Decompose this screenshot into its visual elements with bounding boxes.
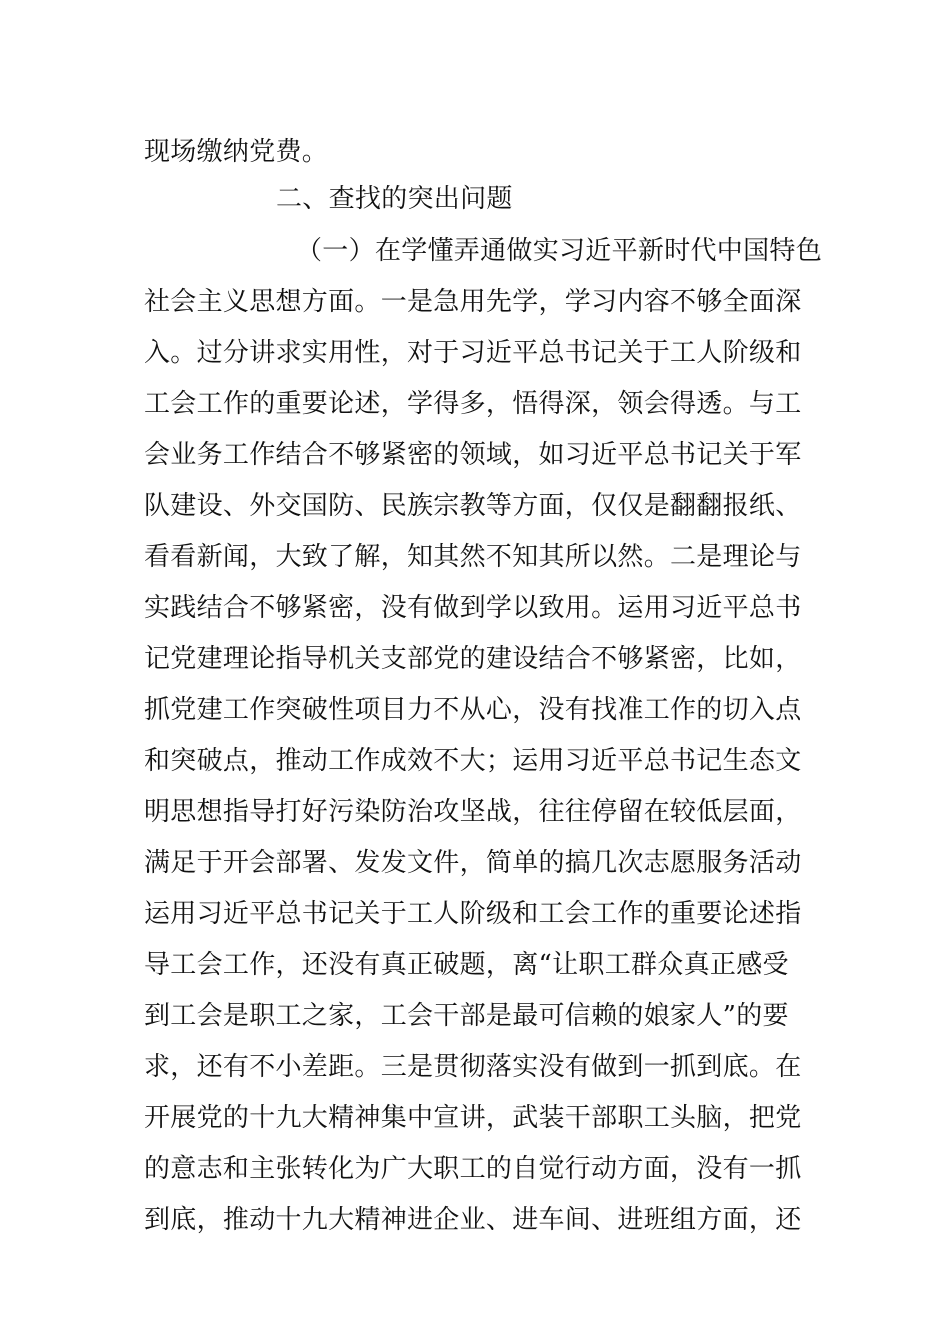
text-line: （一）在学懂弄通做实习近平新时代中国特色 bbox=[296, 236, 823, 266]
text-line: 到工会是职工之家，工会干部是最可信赖的娘家人”的要 bbox=[144, 1001, 789, 1031]
text-line: 现场缴纳党费。 bbox=[144, 137, 329, 167]
text-line: 运用习近平总书记关于工人阶级和工会工作的重要论述指 bbox=[144, 899, 802, 929]
text-line: 会业务工作结合不够紧密的领域，如习近平总书记关于军 bbox=[144, 440, 802, 470]
text-line: 和突破点，推动工作成效不大；运用习近平总书记生态文 bbox=[144, 746, 802, 776]
text-line: 实践结合不够紧密，没有做到学以致用。运用习近平总书 bbox=[144, 593, 802, 623]
text-line: 看看新闻，大致了解，知其然不知其所以然。二是理论与 bbox=[144, 542, 802, 572]
text-line: 社会主义思想方面。一是急用先学，学习内容不够全面深 bbox=[144, 287, 802, 317]
text-line: 工会工作的重要论述，学得多，悟得深，领会得透。与工 bbox=[144, 389, 802, 419]
text-line: 导工会工作，还没有真正破题，离“让职工群众真正感受 bbox=[144, 950, 789, 980]
text-line: 队建设、外交国防、民族宗教等方面，仅仅是翻翻报纸、 bbox=[144, 491, 802, 521]
text-line: 入。过分讲求实用性，对于习近平总书记关于工人阶级和 bbox=[144, 338, 802, 368]
text-line: 开展党的十九大精神集中宣讲，武装干部职工头脑，把党 bbox=[144, 1103, 802, 1133]
text-line: 到底，推动十九大精神进企业、进车间、进班组方面，还 bbox=[144, 1205, 802, 1235]
text-line: 抓党建工作突破性项目力不从心，没有找准工作的切入点 bbox=[144, 695, 802, 725]
text-line: 明思想指导打好污染防治攻坚战，往往停留在较低层面， bbox=[144, 797, 802, 827]
text-line: 满足于开会部署、发发文件，简单的搞几次志愿服务活动 bbox=[144, 848, 802, 878]
text-line: 求，还有不小差距。三是贯彻落实没有做到一抓到底。在 bbox=[144, 1052, 802, 1082]
section-heading: 二、查找的突出问题 bbox=[276, 184, 513, 214]
text-line: 记党建理论指导机关支部党的建设结合不够紧密，比如， bbox=[144, 644, 802, 674]
text-line: 的意志和主张转化为广大职工的自觉行动方面，没有一抓 bbox=[144, 1154, 802, 1184]
